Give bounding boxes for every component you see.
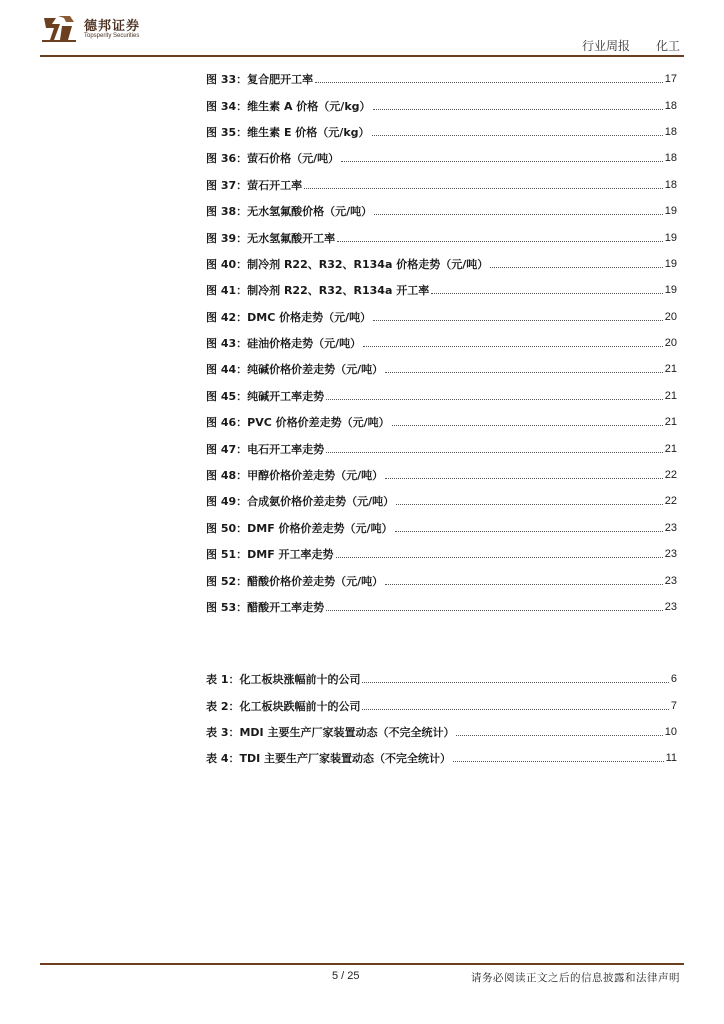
dot-leader bbox=[490, 266, 663, 268]
dot-leader bbox=[392, 424, 663, 426]
figure-entry-page: 21 bbox=[664, 389, 677, 402]
figure-entry-page: 20 bbox=[664, 310, 677, 323]
figure-entry[interactable] bbox=[206, 330, 677, 356]
figure-entry-label: 图 46：PVC 价格价差走势（元/吨） bbox=[206, 416, 390, 430]
figure-entry[interactable] bbox=[206, 515, 677, 541]
dot-leader bbox=[363, 345, 663, 347]
table-entry-page: 10 bbox=[664, 725, 677, 738]
table-entry-page: 11 bbox=[665, 752, 677, 765]
table-entry[interactable] bbox=[206, 666, 677, 692]
dot-leader bbox=[373, 108, 663, 110]
dot-leader bbox=[385, 583, 663, 585]
dot-leader bbox=[362, 708, 668, 710]
figure-entry-page: 21 bbox=[664, 416, 677, 429]
figure-entry[interactable] bbox=[206, 435, 677, 461]
sector-name: 化工 bbox=[655, 39, 680, 53]
figure-entry-label: 图 37：萤石开工率 bbox=[206, 178, 303, 192]
figure-entry-label: 图 40：制冷剂 R22、R32、R134a 价格走势（元/吨） bbox=[206, 257, 489, 271]
header-divider bbox=[40, 55, 684, 57]
figure-entry-page: 18 bbox=[664, 178, 677, 191]
figure-entry-page: 23 bbox=[664, 548, 677, 561]
figure-entry-label: 图 43：硅油价格走势（元/吨） bbox=[206, 337, 362, 351]
figure-entry-page: 18 bbox=[664, 125, 677, 138]
header-meta bbox=[582, 37, 680, 54]
table-entry-label: 表 4：TDI 主要生产厂家装置动态（不完全统计） bbox=[206, 752, 452, 766]
figure-entry-page: 23 bbox=[664, 601, 677, 613]
figure-entry-label: 图 47：电石开工率走势 bbox=[206, 442, 325, 456]
dot-leader bbox=[336, 556, 663, 558]
figure-list bbox=[206, 66, 677, 620]
table-entry[interactable] bbox=[206, 692, 677, 718]
table-entry-label: 表 2：化工板块跌幅前十的公司 bbox=[206, 699, 361, 713]
dot-leader bbox=[453, 760, 664, 762]
figure-entry-label: 图 52：醋酸价格价差走势（元/吨） bbox=[206, 574, 384, 588]
figure-entry-label: 图 48：甲醇价格价差走势（元/吨） bbox=[206, 469, 384, 483]
figure-entry[interactable] bbox=[206, 172, 677, 198]
dot-leader bbox=[374, 213, 663, 215]
figure-entry-page: 19 bbox=[664, 257, 677, 270]
figure-entry[interactable] bbox=[206, 541, 677, 567]
figure-entry-page: 19 bbox=[664, 231, 677, 244]
figure-entry-page: 22 bbox=[664, 469, 677, 482]
dot-leader bbox=[326, 398, 663, 400]
dot-leader bbox=[431, 292, 663, 294]
logo-mark-icon bbox=[40, 14, 78, 44]
figure-entry-page: 23 bbox=[664, 521, 677, 534]
table-list bbox=[206, 666, 677, 772]
figure-entry-label: 图 34：维生素 A 价格（元/kg） bbox=[206, 99, 371, 113]
figure-entry[interactable] bbox=[206, 594, 677, 620]
table-entry-page: 7 bbox=[670, 699, 677, 712]
figure-entry-label: 图 36：萤石价格（元/吨） bbox=[206, 152, 340, 166]
table-entry[interactable] bbox=[206, 719, 677, 745]
figure-entry[interactable] bbox=[206, 462, 677, 488]
legal-disclaimer: 请务必阅读正文之后的信息披露和法律声明 bbox=[471, 972, 680, 984]
dot-leader bbox=[326, 609, 663, 611]
figure-entry[interactable] bbox=[206, 277, 677, 303]
dot-leader bbox=[315, 81, 663, 83]
company-logo bbox=[40, 14, 170, 44]
figure-entry-label: 图 41：制冷剂 R22、R32、R134a 开工率 bbox=[206, 284, 430, 298]
figure-entry-page: 21 bbox=[664, 363, 677, 376]
figure-entry-label: 图 53：醋酸开工率走势 bbox=[206, 601, 325, 614]
dot-leader bbox=[396, 503, 663, 505]
figure-entry[interactable] bbox=[206, 145, 677, 171]
figure-entry[interactable] bbox=[206, 119, 677, 145]
figure-entry-label: 图 45：纯碱开工率走势 bbox=[206, 389, 325, 403]
figure-entry-page: 18 bbox=[664, 152, 677, 165]
figure-entry-page: 21 bbox=[664, 442, 677, 455]
table-entry-label: 表 1：化工板块涨幅前十的公司 bbox=[206, 673, 361, 687]
dot-leader bbox=[304, 187, 663, 189]
figure-entry[interactable] bbox=[206, 304, 677, 330]
figure-entry[interactable] bbox=[206, 66, 677, 92]
table-entry-page: 6 bbox=[670, 673, 677, 686]
figure-entry-label: 图 49：合成氨价格价差走势（元/吨） bbox=[206, 495, 395, 509]
figure-entry-page: 20 bbox=[664, 337, 677, 350]
figure-entry[interactable] bbox=[206, 198, 677, 224]
dot-leader bbox=[372, 134, 663, 136]
dot-leader bbox=[362, 681, 668, 683]
table-entry-label: 表 3：MDI 主要生产厂家装置动态（不完全统计） bbox=[206, 725, 455, 739]
figure-entry-page: 23 bbox=[664, 574, 677, 587]
figure-entry-label: 图 35：维生素 E 价格（元/kg） bbox=[206, 125, 370, 139]
figure-entry-label: 图 51：DMF 开工率走势 bbox=[206, 548, 334, 562]
dot-leader bbox=[456, 734, 662, 736]
logo-chinese-name: 德邦证券 bbox=[84, 19, 141, 34]
dot-leader bbox=[337, 240, 663, 242]
figure-entry[interactable] bbox=[206, 383, 677, 409]
figure-entry-label: 图 42：DMC 价格走势（元/吨） bbox=[206, 310, 372, 324]
figure-entry[interactable] bbox=[206, 224, 677, 250]
figure-entry[interactable] bbox=[206, 356, 677, 382]
dot-leader bbox=[395, 530, 663, 532]
dot-leader bbox=[385, 477, 663, 479]
figure-entry-page: 22 bbox=[664, 495, 677, 508]
figure-entry-page: 18 bbox=[664, 99, 677, 112]
dot-leader bbox=[373, 319, 663, 321]
figure-entry[interactable] bbox=[206, 92, 677, 118]
figure-entry[interactable] bbox=[206, 251, 677, 277]
figure-entry-label: 图 39：无水氢氟酸开工率 bbox=[206, 231, 336, 245]
dot-leader bbox=[385, 371, 663, 373]
dot-leader bbox=[341, 160, 663, 162]
figure-entry[interactable] bbox=[206, 567, 677, 593]
dot-leader bbox=[326, 451, 663, 453]
page-header bbox=[0, 0, 724, 60]
figure-entry-label: 图 44：纯碱价格价差走势（元/吨） bbox=[206, 363, 384, 377]
figure-entry-label: 图 50：DMF 价格价差走势（元/吨） bbox=[206, 521, 393, 535]
figure-entry-page: 19 bbox=[664, 205, 677, 218]
figure-entry[interactable] bbox=[206, 409, 677, 435]
figure-entry[interactable] bbox=[206, 488, 677, 514]
figure-entry-label: 图 38：无水氢氟酸价格（元/吨） bbox=[206, 205, 373, 219]
footer-divider bbox=[40, 963, 684, 965]
figure-entry-label: 图 33：复合肥开工率 bbox=[206, 73, 314, 87]
page-number: 5 / 25 bbox=[332, 970, 360, 982]
figure-entry-page: 19 bbox=[664, 284, 677, 297]
figure-entry-page: 17 bbox=[664, 73, 677, 86]
logo-english-name: Topsperity Securities bbox=[84, 33, 140, 39]
table-entry[interactable] bbox=[206, 745, 677, 771]
report-type: 行业周报 bbox=[581, 39, 630, 53]
